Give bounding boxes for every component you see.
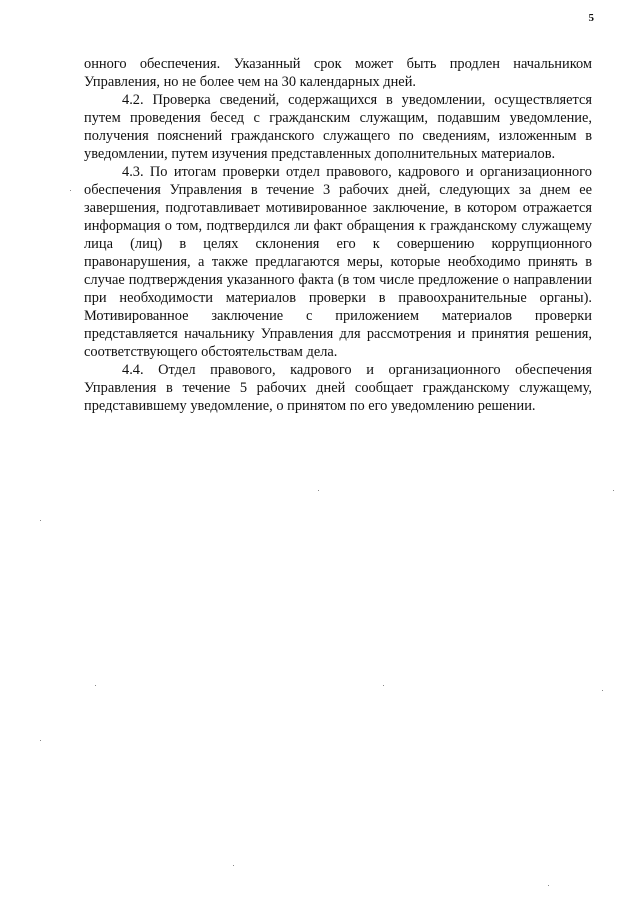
scan-speck <box>613 490 614 491</box>
scan-speck <box>318 490 319 491</box>
paragraph-4-2: 4.2. Проверка сведений, содержащихся в уведомлении, осуществляется путем проведения бесед с гражданским служащим, подавшим уведомление, получения пояснений гражданского служащего по сведениям, изложенным в уведомлении, путем изучения представленных дополнительных материалов. <box>84 92 592 162</box>
page-number: 5 <box>588 12 594 24</box>
paragraph-4-3: 4.3. По итогам проверки отдел правового, кадрового и организационного обеспечения Управления в течение 3 рабочих дней, следующих за днем ее завершения, подготавливает мотивированное заключение, в котором отражается информация о том, подтвердился ли факт обращения к гражданскому служащему лица (лиц) в целях склонения его к совершению коррупционного правонарушения, а также предлагаются меры, которые необходимо принять в случае подтверждения указанного факта (в том числе предложение о направлении при необходимости материалов проверки в правоохранительные органы). Мотивированное заключение с приложением материалов проверки представляется начальнику Управления для рассмотрения и принятия решения, соответствующего обстоятельствам дела. <box>84 164 592 360</box>
scan-speck <box>95 685 96 686</box>
scan-speck <box>383 685 384 686</box>
scan-speck <box>233 865 234 866</box>
scan-speck <box>40 520 41 521</box>
paragraph-4-4: 4.4. Отдел правового, кадрового и организационного обеспечения Управления в течение 5 рабочих дней сообщает гражданскому служащему, представившему уведомление, о принятом по его уведомлению решении. <box>84 362 592 414</box>
paragraph-continuation: онного обеспечения. Указанный срок может быть продлен начальником Управления, но не более чем на 30 календарных дней. <box>84 56 592 90</box>
document-body <box>84 55 592 415</box>
scan-speck <box>602 690 603 691</box>
scan-speck <box>70 190 71 191</box>
scan-speck <box>40 740 41 741</box>
scan-speck <box>548 885 549 886</box>
